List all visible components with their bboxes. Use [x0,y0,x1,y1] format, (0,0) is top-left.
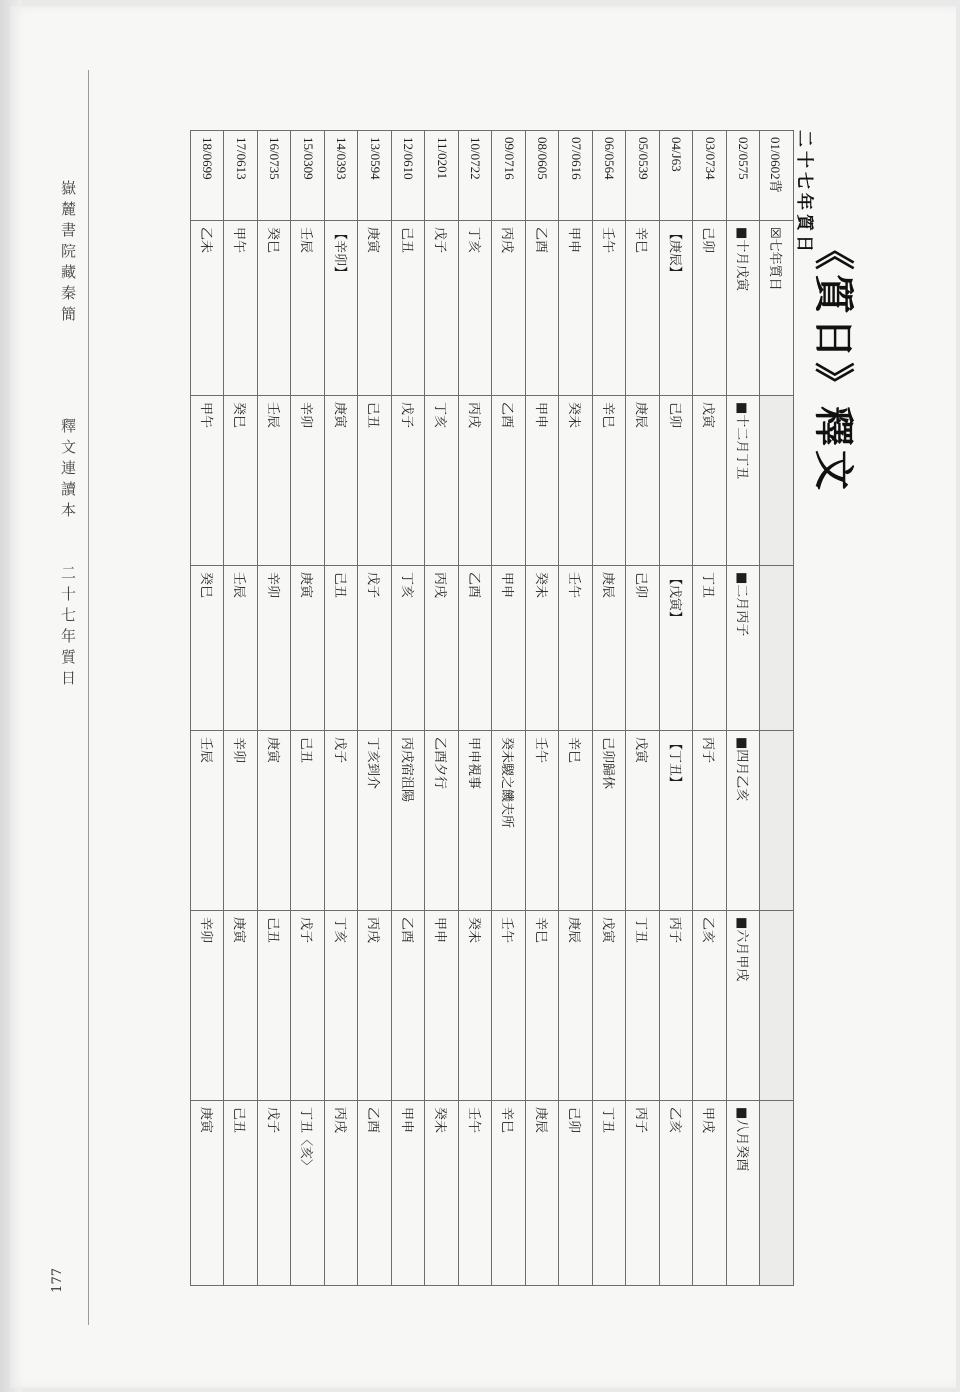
table-cell: 乙酉 [459,566,493,731]
table-row [559,131,593,1286]
slip-number-cell: 02/0575 [727,131,761,221]
table-cell: 【庚辰】 [660,221,694,396]
page-number: 177 [50,1268,65,1293]
table-cell: 【丁丑】 [660,731,694,911]
table-cell: 癸未 [559,396,593,566]
table-cell: 丁丑 [693,566,727,731]
table-cell: 辛巳 [492,1101,526,1286]
slip-number-cell: 14/0393 [325,131,359,221]
table-cell: 辛巳 [559,731,593,911]
slip-number-cell: 09/0716 [492,131,526,221]
table-cell: 乙酉 [358,1101,392,1286]
slip-number-cell: 01/0602背 [760,131,794,221]
table-cell: 己丑 [258,911,292,1101]
table-cell: 甲午 [224,221,258,396]
table-row [459,131,493,1286]
table-cell: 乙酉夕行 [425,731,459,911]
table-cell: 甲戌 [693,1101,727,1286]
table-cell: 壬午 [526,731,560,911]
table-cell: ■十二月丁丑 [727,396,761,566]
table-cell: 壬午 [593,221,627,396]
table-cell: 丁亥到介 [358,731,392,911]
table-cell: 壬辰 [291,221,325,396]
table-cell: 己丑 [392,221,426,396]
table-row [492,131,526,1286]
table-cell: 丙子 [660,911,694,1101]
table-row [392,131,426,1286]
calendar-table [190,130,794,1286]
table-cell: 丁亥 [392,566,426,731]
table-cell: 甲申 [526,396,560,566]
table-cell: 壬辰 [191,731,225,911]
slip-number-cell: 08/0605 [526,131,560,221]
table-cell: 辛卯 [258,566,292,731]
table-cell: 庚辰 [526,1101,560,1286]
table-cell: 庚辰 [559,911,593,1101]
table-cell: 壬辰 [224,566,258,731]
table-cell: 庚寅 [224,911,258,1101]
table-cell: 丙戌 [425,566,459,731]
section-subtitle: 二十七年質日 [794,130,814,256]
table-row [660,131,694,1286]
table-cell: 壬辰 [258,396,292,566]
table-cell: 戊子 [358,566,392,731]
table-cell [760,396,794,566]
table-cell: 戊子 [425,221,459,396]
table-cell: 壬午 [459,1101,493,1286]
table-cell: 庚辰 [626,396,660,566]
table-row [325,131,359,1286]
slip-number-cell: 03/0734 [693,131,727,221]
table-cell: 戊子 [258,1101,292,1286]
table-cell: 己卯 [626,566,660,731]
table-cell [760,731,794,911]
table-cell [760,1101,794,1286]
slip-number-cell: 15/0309 [291,131,325,221]
table-row [358,131,392,1286]
table-cell: 乙酉 [526,221,560,396]
table-cell: 己丑 [291,731,325,911]
table-cell: ■十月戊寅 [727,221,761,396]
table-cell: 甲申 [425,911,459,1101]
table-cell: 辛卯 [291,396,325,566]
table-cell: 庚寅 [258,731,292,911]
slip-number-cell: 05/0539 [626,131,660,221]
slip-number-cell: 18/0699 [191,131,225,221]
table-cell: 甲午 [191,396,225,566]
table-cell: 癸巳 [224,396,258,566]
table-cell: 辛巳 [526,911,560,1101]
table-cell: 乙未 [191,221,225,396]
calendar-table-body [191,131,794,1286]
table-cell: 己卯 [559,1101,593,1286]
table-row [425,131,459,1286]
table-cell: 丁丑〈亥〉 [291,1101,325,1286]
table-cell: 戊寅 [693,396,727,566]
table-cell: 丁丑 [626,911,660,1101]
table-cell: 【辛卯】 [325,221,359,396]
table-cell: 癸未 [425,1101,459,1286]
table-cell: 庚寅 [325,396,359,566]
table-row [593,131,627,1286]
table-cell: 己丑 [325,566,359,731]
table-cell: 乙亥 [693,911,727,1101]
table-cell: 壬午 [492,911,526,1101]
table-row [760,131,794,1286]
table-cell: 辛巳 [593,396,627,566]
table-row [291,131,325,1286]
table-cell: 癸巳 [191,566,225,731]
table-cell: 癸未 [459,911,493,1101]
slip-number-cell: 17/0613 [224,131,258,221]
table-cell: 丙戌 [492,221,526,396]
table-cell: 丙子 [693,731,727,911]
table-cell: 丁亥 [425,396,459,566]
table-cell: 丁亥 [325,911,359,1101]
table-cell: 乙酉 [492,396,526,566]
table-row [224,131,258,1286]
table-cell: 癸未騣之饑夫所 [492,731,526,911]
table-cell: 丁亥 [459,221,493,396]
table-cell [760,911,794,1101]
table-cell: 丙戌 [459,396,493,566]
table-cell: ■二月丙子 [727,566,761,731]
table-cell: 甲申視事 [459,731,493,911]
table-cell: 甲申 [492,566,526,731]
slip-number-cell: 06/0564 [593,131,627,221]
table-cell: 辛卯 [191,911,225,1101]
table-cell: ■四月乙亥 [727,731,761,911]
table-cell: 庚寅 [291,566,325,731]
table-cell: 丙戌 [358,911,392,1101]
running-head-book: 嶽麓書院藏秦簡 [59,180,77,327]
table-cell: 庚寅 [191,1101,225,1286]
slip-number-cell: 11/0201 [425,131,459,221]
table-row [693,131,727,1286]
margin-rule [88,70,89,1325]
table-cell: 辛卯 [224,731,258,911]
table-cell: 癸未 [526,566,560,731]
table-cell: 庚寅 [358,221,392,396]
slip-number-cell: 04/J63 [660,131,694,221]
table-cell: 戊寅 [593,911,627,1101]
table-cell: 己卯 [693,221,727,396]
slip-number-cell: 10/0722 [459,131,493,221]
table-row [727,131,761,1286]
table-cell: 己卯歸休 [593,731,627,911]
table-cell: 己卯 [660,396,694,566]
table-cell: 【戊寅】 [660,566,694,731]
table-cell: 丙戌宿沮陽 [392,731,426,911]
table-row [526,131,560,1286]
table-cell: 己丑 [358,396,392,566]
table-cell: ☒七年質日 [760,221,794,396]
table-row [191,131,225,1286]
table-cell: ■八月癸酉 [727,1101,761,1286]
running-head-section: 釋文連讀本 二十七年質日 [59,418,77,691]
table-cell: 辛巳 [626,221,660,396]
table-cell: 戊寅 [626,731,660,911]
slip-number-cell: 07/0616 [559,131,593,221]
table-cell: 庚辰 [593,566,627,731]
table-cell: 甲申 [392,1101,426,1286]
table-cell: 戊子 [325,731,359,911]
table-cell: 乙亥 [660,1101,694,1286]
table-cell: 丙子 [626,1101,660,1286]
table-cell [760,566,794,731]
rotated-content [145,130,865,1285]
table-cell: 壬午 [559,566,593,731]
slip-number-cell: 16/0735 [258,131,292,221]
table-row [258,131,292,1286]
table-cell: 甲申 [559,221,593,396]
table-cell: 乙酉 [392,911,426,1101]
table-cell: 戊子 [392,396,426,566]
table-cell: 癸巳 [258,221,292,396]
table-cell: 己丑 [224,1101,258,1286]
table-cell: 丙戌 [325,1101,359,1286]
page-title: 《質日》釋文 [810,230,857,494]
slip-number-cell: 12/0610 [392,131,426,221]
table-row [626,131,660,1286]
table-cell: 戊子 [291,911,325,1101]
slip-number-cell: 13/0594 [358,131,392,221]
table-cell: ■六月甲戌 [727,911,761,1101]
table-cell: 丁丑 [593,1101,627,1286]
